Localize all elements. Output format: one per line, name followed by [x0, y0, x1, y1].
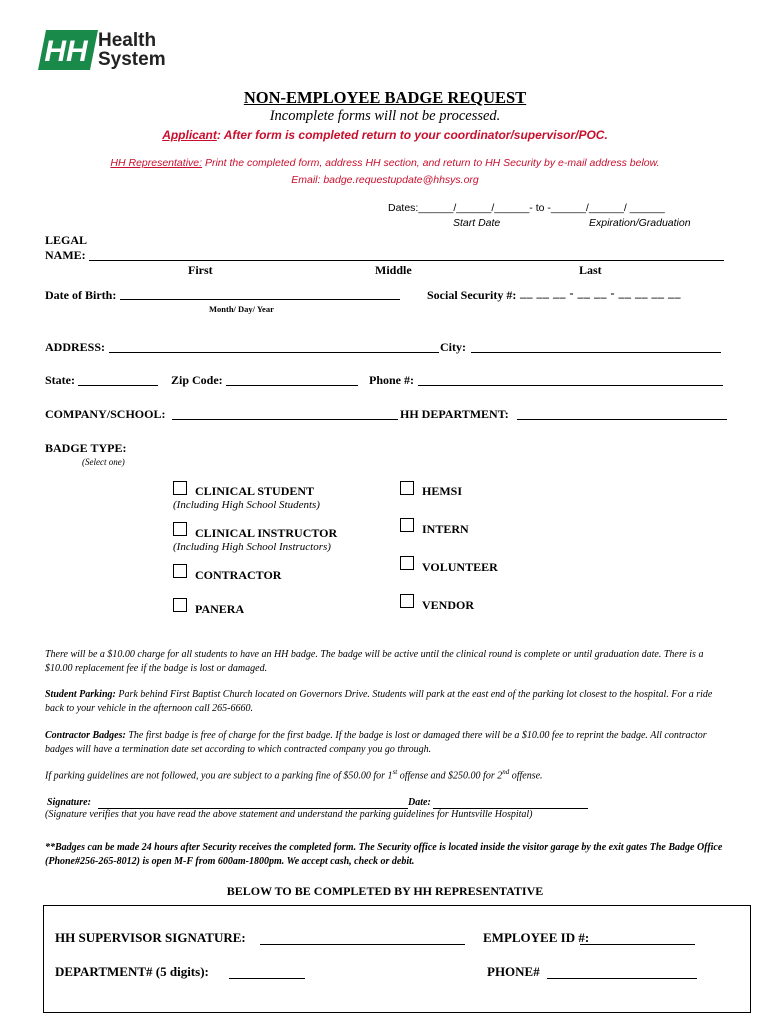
fine-sup-1: st	[392, 768, 398, 776]
contractor-text: The first badge is free of charge for the first badge. If the badge is lost or damaged there will be a $10.00 fee to reprint the badge. All contractor badges will have a termination date set according to which contracted company you go through.	[45, 730, 707, 755]
applicant-text: : After form is completed return to your coordinator/supervisor/POC.	[216, 128, 608, 142]
charge-note: There will be a $10.00 charge for all students to have an HH badge. The badge will be active until the clinical round is complete or until graduation date. There is a $10.00 replacement fee if the badge is lost or damaged.	[45, 649, 704, 674]
applicant-instructions	[0, 128, 770, 142]
fine-sup-2: nd	[502, 768, 510, 776]
state-label: State:	[45, 373, 75, 387]
applicant-label: Applicant	[162, 128, 217, 142]
rep-phone-input[interactable]	[547, 978, 697, 979]
rep-instructions	[0, 157, 770, 169]
city-label: City:	[440, 340, 466, 354]
option-panera-label: PANERA	[195, 602, 245, 616]
contractor-label: Contractor Badges:	[45, 730, 126, 741]
company-input[interactable]	[172, 419, 398, 420]
checkbox-panera[interactable]	[173, 598, 187, 612]
zip-label: Zip Code:	[171, 373, 223, 387]
employee-id-input[interactable]	[580, 944, 695, 945]
first-name-hint: First	[188, 263, 213, 277]
hh-department-input[interactable]	[517, 419, 727, 420]
checkbox-clinical-student[interactable]	[173, 481, 187, 495]
phone-input[interactable]	[418, 385, 723, 386]
address-input[interactable]	[109, 352, 439, 353]
fine-text-1: If parking guidelines are not followed, you are subject to a parking fine of $50.00 for 1	[45, 770, 393, 782]
parking-text: Park behind First Baptist Church located on Governors Drive. Students will park at the east end of the parking lot closest to the hospital. For a ride back to your vehicle in the afternoon call 265-6660.	[45, 689, 713, 714]
checkbox-contractor[interactable]	[173, 564, 187, 578]
fine-text-3: offense.	[509, 770, 543, 782]
supervisor-signature-input[interactable]	[260, 944, 465, 945]
city-input[interactable]	[471, 352, 721, 353]
hh-logo-mark	[38, 30, 98, 70]
checkbox-vendor[interactable]	[400, 594, 414, 608]
badges-office-note: **Badges can be made 24 hours after Security receives the completed form. The Security office is located inside the visitor garage by the exit gates The Badge Office (Phone#256-265-8012) is open M-F from 600am-1800pm. We accept cash, check or debit.	[45, 842, 723, 867]
option-volunteer-label: VOLUNTEER	[422, 560, 498, 574]
option-vendor-label: VENDOR	[422, 598, 475, 612]
option-hemsi-label: HEMSI	[422, 484, 463, 498]
dob-label: Date of Birth:	[45, 288, 117, 302]
dates-field[interactable]: Dates:______/______/______- to -______/______/ ______	[388, 202, 665, 214]
legal-name-label-2: NAME:	[45, 248, 86, 262]
address-label: ADDRESS:	[45, 340, 106, 354]
state-input[interactable]	[78, 385, 158, 386]
parking-label: Student Parking:	[45, 689, 116, 700]
ssn-input[interactable]: __ __ __ - __ __ - __ __ __ __	[520, 286, 681, 300]
form-subtitle: Incomplete forms will not be processed.	[269, 108, 501, 124]
rep-text: Print the completed form, address HH section, and return to HH Security by e-mail address below.	[202, 157, 660, 169]
zip-input[interactable]	[226, 385, 358, 386]
fine-text-2: offense and $250.00 for 2	[397, 770, 503, 782]
legal-name-label-1: LEGAL	[45, 233, 88, 247]
supervisor-signature-label: HH SUPERVISOR SIGNATURE:	[55, 930, 246, 945]
checkbox-volunteer[interactable]	[400, 556, 414, 570]
ssn-label: Social Security #:	[427, 288, 517, 302]
option-clinical-instructor-sub: (Including High School Instructors)	[173, 541, 331, 553]
start-date-label: Start Date	[453, 217, 501, 229]
fine-note	[45, 768, 725, 781]
last-name-hint: Last	[579, 263, 602, 277]
parking-note	[45, 688, 725, 716]
form-title: NON-EMPLOYEE BADGE REQUEST	[243, 88, 527, 107]
rep-section-heading: BELOW TO BE COMPLETED BY HH REPRESENTATIVE	[226, 884, 544, 898]
logo-text-health: Health	[98, 30, 157, 51]
signature-verify-note: (Signature verifies that you have read the above statement and understand the parking guidelines for Huntsville Hospital)	[45, 809, 533, 820]
badge-type-hint: (Select one)	[82, 457, 125, 467]
checkbox-hemsi[interactable]	[400, 481, 414, 495]
dob-input[interactable]	[120, 299, 400, 300]
department-number-label: DEPARTMENT# (5 digits):	[55, 964, 209, 979]
svg-text:HH: HH	[44, 35, 88, 68]
expiration-date-label: Expiration/Graduation	[589, 217, 691, 229]
option-clinical-student-label: CLINICAL STUDENT	[195, 484, 315, 498]
rep-label: HH Representative:	[110, 157, 203, 169]
logo-text-system: System	[98, 49, 166, 70]
email-line: Email: badge.requestupdate@hhsys.org	[291, 174, 479, 186]
badge-type-label: BADGE TYPE:	[45, 441, 127, 455]
rep-phone-label: PHONE#	[487, 964, 540, 979]
option-clinical-instructor-label: CLINICAL INSTRUCTOR	[195, 526, 338, 540]
company-label: COMPANY/SCHOOL:	[45, 407, 166, 421]
middle-name-hint: Middle	[375, 263, 412, 277]
logo	[38, 30, 178, 74]
contractor-note	[45, 729, 725, 757]
signature-label: Signature:	[47, 797, 91, 808]
employee-id-label: EMPLOYEE ID #:	[483, 930, 590, 945]
checkbox-intern[interactable]	[400, 518, 414, 532]
phone-label: Phone #:	[369, 373, 414, 387]
checkbox-clinical-instructor[interactable]	[173, 522, 187, 536]
dob-hint: Month/ Day/ Year	[209, 304, 274, 314]
sig-date-label: Date:	[408, 797, 431, 808]
department-number-input[interactable]	[229, 978, 305, 979]
legal-name-input[interactable]	[89, 260, 724, 261]
hh-department-label: HH DEPARTMENT:	[400, 407, 509, 421]
option-intern-label: INTERN	[422, 522, 469, 536]
option-contractor-label: CONTRACTOR	[195, 568, 282, 582]
option-clinical-student-sub: (Including High School Students)	[173, 499, 320, 511]
rep-section-box	[43, 905, 751, 1013]
